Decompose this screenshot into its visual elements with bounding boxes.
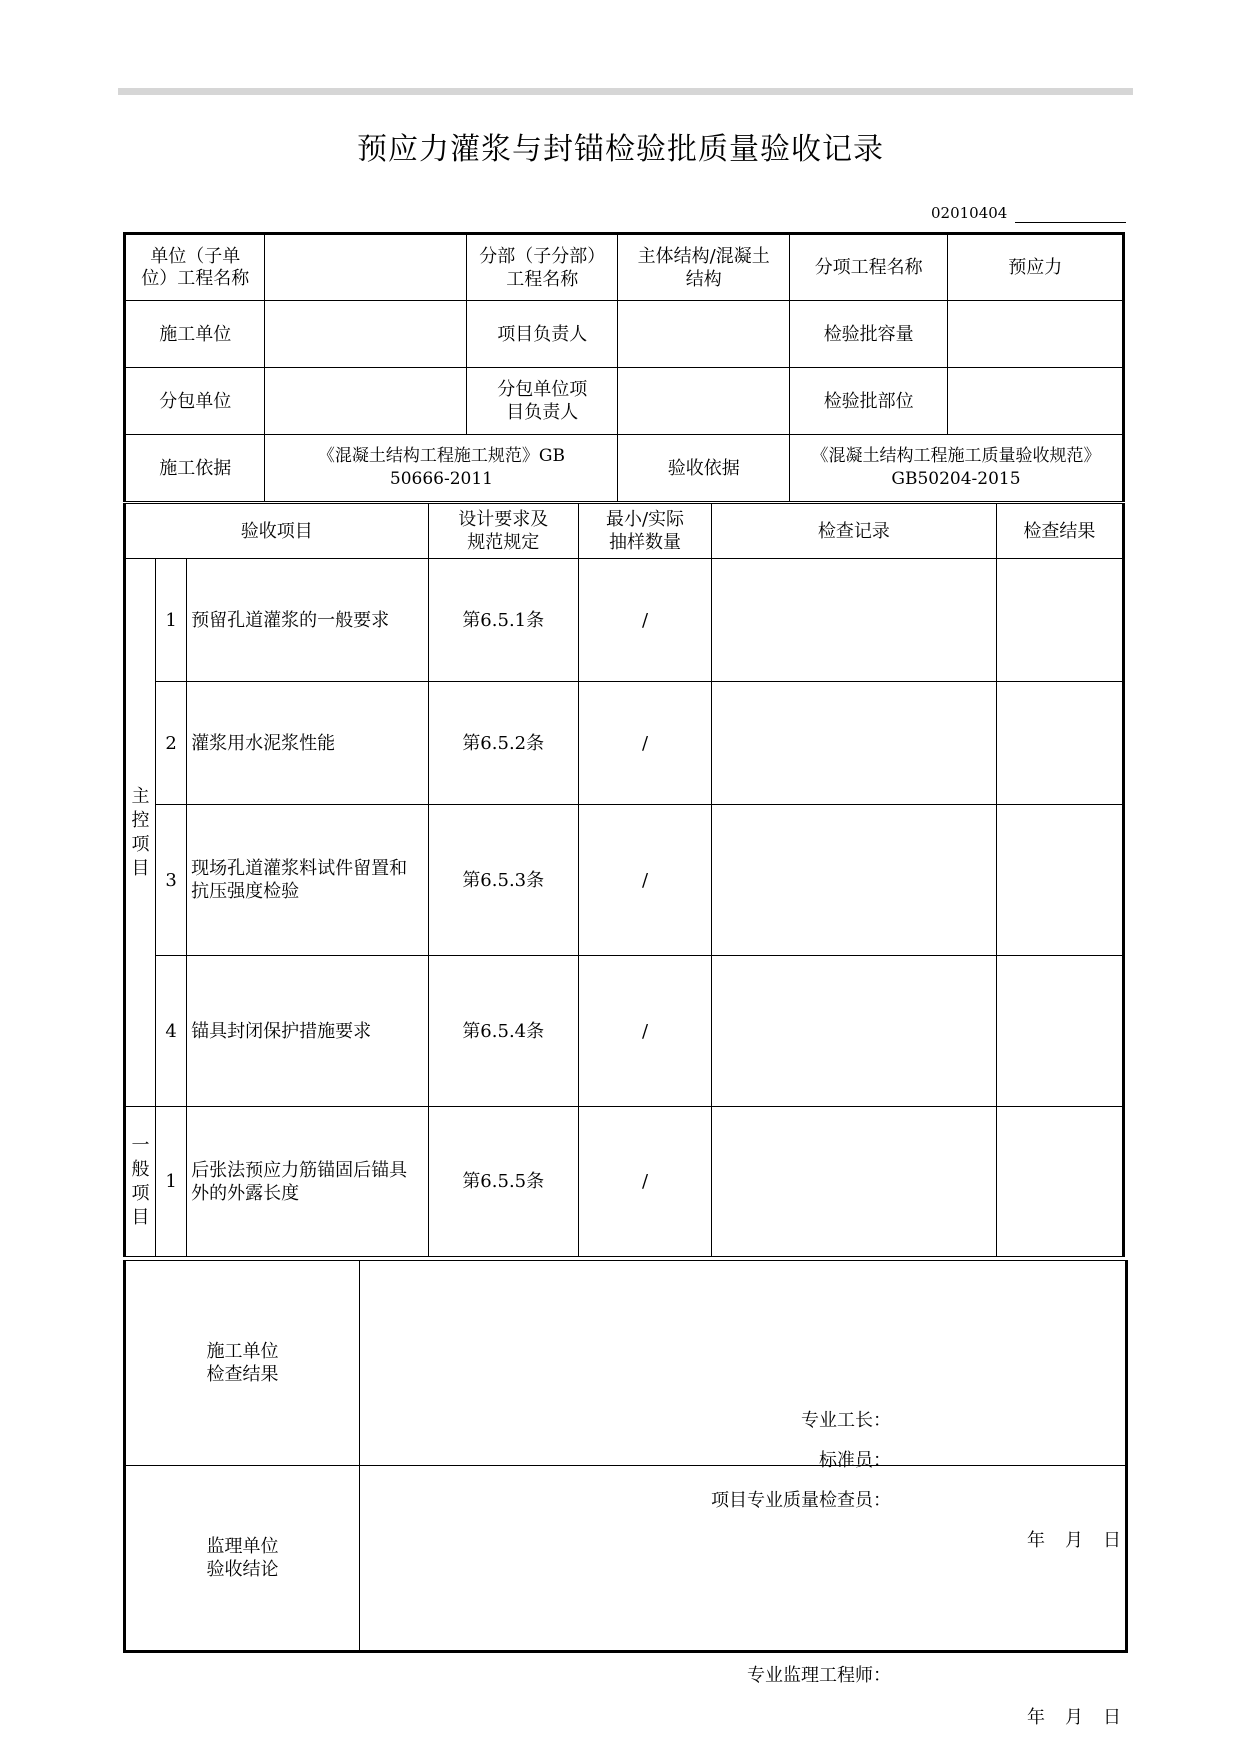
item-record[interactable] xyxy=(712,1107,997,1257)
table-row xyxy=(125,805,1124,956)
item-name: 预留孔道灌浆的一般要求 xyxy=(187,559,428,682)
form-code-underline xyxy=(1015,222,1126,223)
division-value[interactable]: 主体结构/混凝土结构 xyxy=(618,234,790,301)
subcontractor-label: 分包单位 xyxy=(125,368,265,435)
day-label: 日 xyxy=(1103,1530,1121,1551)
month-label: 月 xyxy=(1065,1530,1083,1551)
item-clause: 第6.5.5条 xyxy=(428,1107,578,1257)
batch-capacity-label: 检验批容量 xyxy=(789,301,947,368)
item-record[interactable] xyxy=(712,956,997,1107)
item-clause: 第6.5.1条 xyxy=(428,559,578,682)
item-no: 4 xyxy=(156,956,187,1107)
item-clause: 第6.5.2条 xyxy=(428,682,578,805)
col-record-header: 检查记录 xyxy=(712,504,997,559)
quality-inspector-label: 项目专业质量检查员： xyxy=(711,1490,891,1511)
item-clause: 第6.5.3条 xyxy=(428,805,578,956)
item-sample[interactable]: / xyxy=(578,559,711,682)
standard-officer-label: 标准员： xyxy=(819,1450,891,1471)
item-result[interactable] xyxy=(996,559,1123,682)
pm-label: 项目负责人 xyxy=(467,301,618,368)
table-row xyxy=(125,559,1124,682)
item-name: 后张法预应力筋锚固后锚具外的外露长度 xyxy=(187,1107,428,1257)
contractor-date xyxy=(1007,1529,1121,1552)
item-name: 灌浆用水泥浆性能 xyxy=(187,682,428,805)
form-code xyxy=(931,204,1126,224)
item-name: 现场孔道灌浆料试件留置和抗压强度检验 xyxy=(187,805,428,956)
supervising-engineer-label: 专业监理工程师： xyxy=(747,1665,891,1686)
supervisor-date xyxy=(1007,1706,1121,1729)
supervisor-check-label: 监理单位验收结论 xyxy=(125,1466,360,1652)
year-label: 年 xyxy=(1027,1530,1045,1551)
header-table xyxy=(123,232,1125,502)
unit-name-value[interactable] xyxy=(265,234,467,301)
batch-location-value[interactable] xyxy=(948,368,1124,435)
day-label: 日 xyxy=(1103,1707,1121,1728)
contractor-check-area[interactable] xyxy=(360,1261,1127,1551)
unit-name-label: 单位（子单位）工程名称 xyxy=(125,234,265,301)
general-label: 一般项目 xyxy=(125,1107,156,1257)
item-record[interactable] xyxy=(712,805,997,956)
sub-pm-value[interactable] xyxy=(618,368,790,435)
inspection-table xyxy=(123,503,1125,1257)
item-result[interactable] xyxy=(996,682,1123,805)
contractor-check-label: 施工单位检查结果 xyxy=(125,1261,360,1466)
pm-value[interactable] xyxy=(618,301,790,368)
item-record[interactable] xyxy=(712,559,997,682)
item-record[interactable] xyxy=(712,682,997,805)
item-result[interactable] xyxy=(996,956,1123,1107)
item-sample[interactable]: / xyxy=(578,1107,711,1257)
form-code-number: 02010404 xyxy=(931,204,1008,222)
item-result[interactable] xyxy=(996,1107,1123,1257)
col-result-header: 检查结果 xyxy=(996,504,1123,559)
item-sample[interactable]: / xyxy=(578,682,711,805)
main-control-label: 主控项目 xyxy=(125,559,156,1107)
construction-basis-label: 施工依据 xyxy=(125,435,265,502)
batch-capacity-value[interactable] xyxy=(948,301,1124,368)
subitem-label: 分项工程名称 xyxy=(789,234,947,301)
col-sample-header: 最小/实际抽样数量 xyxy=(578,504,711,559)
construction-basis-value[interactable]: 《混凝土结构工程施工规范》GB 50666-2011 xyxy=(265,435,618,502)
item-no: 3 xyxy=(156,805,187,956)
col-item-header: 验收项目 xyxy=(125,504,429,559)
subitem-value[interactable]: 预应力 xyxy=(948,234,1124,301)
top-divider-bar xyxy=(118,88,1133,95)
contractor-label: 施工单位 xyxy=(125,301,265,368)
sub-pm-label: 分包单位项目负责人 xyxy=(467,368,618,435)
item-name: 锚具封闭保护措施要求 xyxy=(187,956,428,1107)
item-no: 1 xyxy=(156,559,187,682)
item-no: 2 xyxy=(156,682,187,805)
year-label: 年 xyxy=(1027,1707,1045,1728)
contractor-value[interactable] xyxy=(265,301,467,368)
signoff-table xyxy=(123,1260,1128,1728)
foreman-label: 专业工长： xyxy=(801,1410,891,1431)
col-design-header: 设计要求及规范规定 xyxy=(428,504,578,559)
item-result[interactable] xyxy=(996,805,1123,956)
item-sample[interactable]: / xyxy=(578,805,711,956)
item-no: 1 xyxy=(156,1107,187,1257)
acceptance-basis-value[interactable]: 《混凝土结构工程施工质量验收规范》GB50204-2015 xyxy=(789,435,1123,502)
batch-location-label: 检验批部位 xyxy=(789,368,947,435)
table-row xyxy=(125,682,1124,805)
table-row xyxy=(125,1107,1124,1257)
page-title: 预应力灌浆与封锚检验批质量验收记录 xyxy=(357,132,884,167)
acceptance-basis-label: 验收依据 xyxy=(618,435,790,502)
item-clause: 第6.5.4条 xyxy=(428,956,578,1107)
month-label: 月 xyxy=(1065,1707,1083,1728)
item-sample[interactable]: / xyxy=(578,956,711,1107)
subcontractor-value[interactable] xyxy=(265,368,467,435)
table-row xyxy=(125,956,1124,1107)
division-label: 分部（子分部）工程名称 xyxy=(467,234,618,301)
